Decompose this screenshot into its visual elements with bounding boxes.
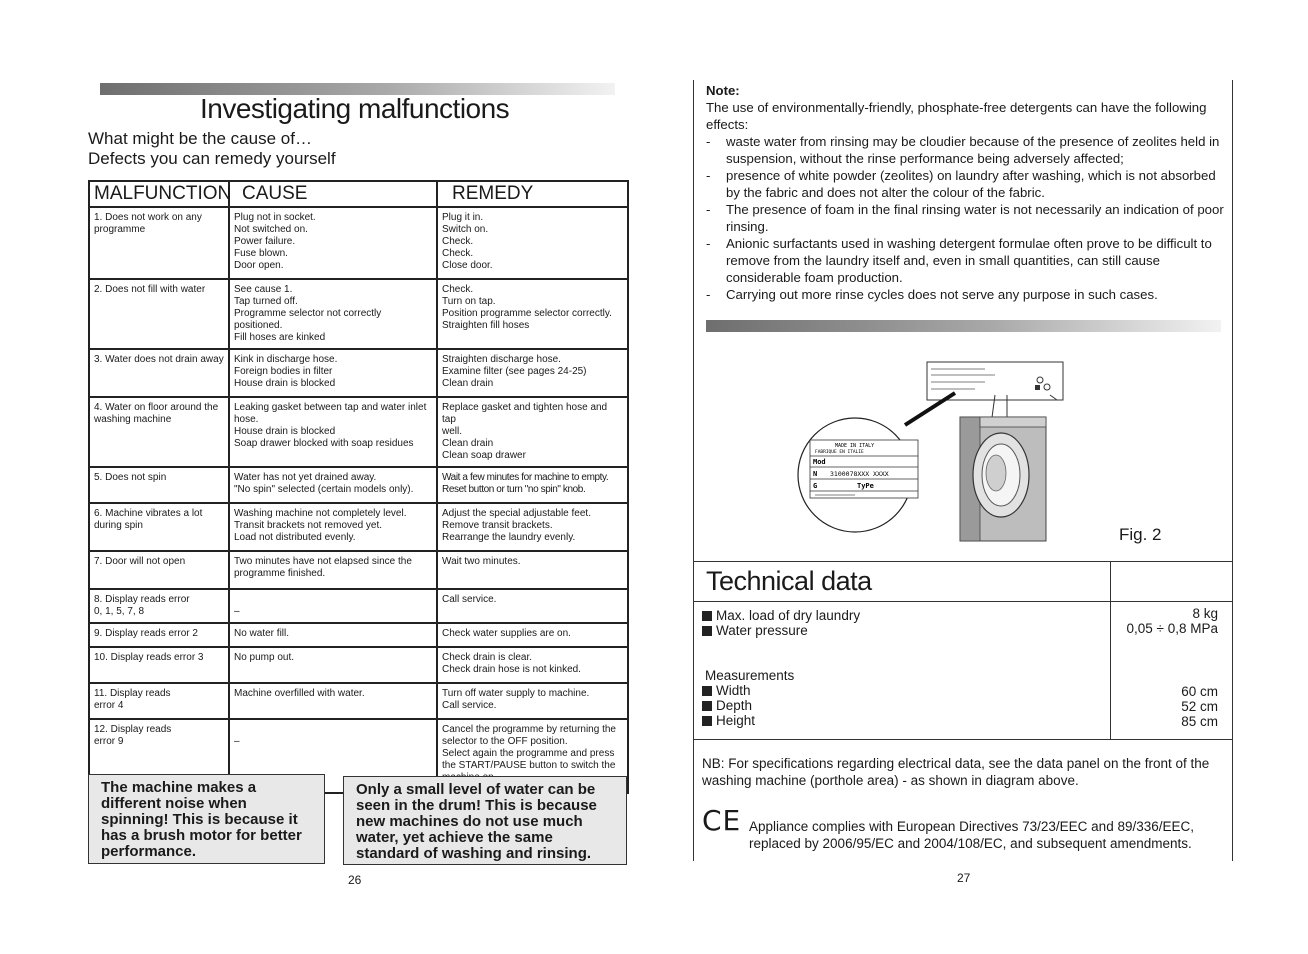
tech-header-rule [693,601,1233,602]
subtitle-cause: What might be the cause of… [88,129,312,148]
bullet-square-icon [702,701,712,711]
malfunction-cell: 10. Display reads error 3 [89,647,229,683]
ce-mark-icon: CE [702,804,742,837]
tech-top-rule [693,561,1233,562]
remedy-cell: Wait two minutes. [437,551,628,589]
cause-cell: – [229,589,437,623]
table-row [89,589,628,623]
detergent-note [706,82,1226,303]
plate-serial: 3100078XXX XXXX [830,470,889,478]
note-item: - The presence of foam in the final rinsing water is not necessarily an indication of poor rinsing. [706,201,1226,235]
malfunction-cell: 5. Does not spin [89,467,229,503]
note-item: - Anionic surfactants used in washing detergent formulae often prove to be difficult to remove from the laundry itself and, even in small quantities, can still cause considerable foam production. [706,235,1226,286]
cause-cell: See cause 1. Tap turned off. Programme selector not correctly positioned. Fill hoses are kinked [229,279,437,349]
cause-cell: Water has not yet drained away. "No spin" selected (certain models only). [229,467,437,503]
tech-bottom-rule [693,739,1233,740]
malfunction-cell: 4. Water on floor around the washing machine [89,397,229,467]
remedy-cell: Plug it in. Switch on. Check. Check. Close door. [437,207,628,279]
tech-column-divider [1110,561,1111,739]
spec-labels-1 [702,608,860,638]
table-row [89,551,628,589]
header-remedy: REMEDY [437,181,628,207]
water-level-note-box: Only a small level of water can be seen in the drum! This is because new machines do not use much water, yet achieve the same standard of washing and rinsing. [343,776,627,865]
spec-row [702,683,755,698]
malfunction-cell: 2. Does not fill with water [89,279,229,349]
bullet-square-icon [702,611,712,621]
subtitle-defects: Defects you can remedy yourself [88,149,336,168]
malfunction-cell: 12. Display reads error 9 [89,719,229,793]
bullet-square-icon [702,626,712,636]
spec-label: Height [716,713,756,728]
malfunction-cell: 9. Display reads error 2 [89,623,229,647]
header-malfunction: MALFUNCTION [89,181,229,207]
noise-note-box: The machine makes a different noise when spinning! This is because it has a brush motor for better performance. [88,774,325,864]
figure-label: Fig. 2 [1119,525,1162,544]
spec-label: Depth [716,698,753,713]
spec-row [702,623,860,638]
remedy-cell: Cancel the programme by returning the selector to the OFF position. Select again the programme and press the START/PAUSE button to switch the [437,719,628,793]
data-panel-figure [795,355,1065,545]
spec-row [702,698,755,713]
electrical-note: NB: For specifications regarding electrical data, see the data panel on the front of the washing machine (porthole area) - as shown in diagram above. [702,756,1210,788]
cause-cell: Leaking gasket between tap and water inlet hose. House drain is blocked Soap drawer blocked with soap residues [229,397,437,467]
remedy-cell: Turn off water supply to machine. Call service. [437,683,628,719]
figure-rule [706,320,1221,332]
cause-cell: Kink in discharge hose. Foreign bodies in filter House drain is blocked [229,349,437,397]
bullet-square-icon [702,716,712,726]
spec-label: Water pressure [716,623,808,638]
spec-row [702,608,860,623]
remedy-cell: Check water supplies are on. [437,623,628,647]
plate-fabrique: FABRIQUE EN ITALIE [815,450,864,455]
table-row [89,349,628,397]
plate-type: TyPe [857,482,874,490]
page-title: Investigating malfunctions [200,93,510,124]
page-number-left: 26 [348,873,362,887]
note-item: - waste water from rinsing may be cloudier because of the presence of zeolites held in suspension, without the rinse performance being adversely affected; [706,133,1226,167]
spec-value: 52 cm [1181,699,1218,714]
malfunction-table [88,180,629,794]
magnified-data-plate [798,418,918,532]
remedy-cell: Adjust the special adjustable feet. Remove transit brackets. Rearrange the laundry evenly. [437,503,628,551]
note-intro: The use of environmentally-friendly, phosphate-free detergents can have the following effects: [706,100,1207,132]
remedy-cell: Check drain is clear. Check drain hose is not kinked. [437,647,628,683]
note-item: - presence of white powder (zeolites) on laundry after washing, which is not absorbed by the fabric and does not alter the colour of the fabric. [706,167,1226,201]
cause-cell: Plug not in socket. Not switched on. Power failure. Fuse blown. Door open. [229,207,437,279]
table-row [89,279,628,349]
table-row [89,207,628,279]
spec-label: Max. load of dry laundry [716,608,861,623]
note-title: Note: [706,83,740,98]
bullet-square-icon [702,686,712,696]
table-row [89,467,628,503]
note-item: - Carrying out more rinse cycles does not serve any purpose in such cases. [706,286,1226,303]
remedy-cell: Replace gasket and tighten hose and tap well. Clean drain Clean soap drawer [437,397,628,467]
plate-mod: Mod [813,458,826,466]
spec-value: 8 kg [1192,606,1218,621]
table-row [89,503,628,551]
table-row [89,397,628,467]
cause-cell: – [229,719,437,793]
cause-cell: No water fill. [229,623,437,647]
right-page-border-left [693,80,694,861]
spec-value: 85 cm [1181,714,1218,729]
ce-compliance-text: Appliance complies with European Directives 73/23/EEC and 89/336/EEC, replaced by 2006/95/EC and 2004/108/EC, and subsequent amendments. [749,819,1194,851]
cause-cell: Two minutes have not elapsed since the programme finished. [229,551,437,589]
malfunction-cell: 11. Display reads error 4 [89,683,229,719]
malfunction-cell: 7. Door will not open [89,551,229,589]
table-row [89,623,628,647]
washing-machine-drawing [960,417,1046,541]
header-cause: CAUSE [229,181,437,207]
cause-cell: Washing machine not completely level. Transit brackets not removed yet. Load not distributed evenly. [229,503,437,551]
malfunction-cell: 3. Water does not drain away [89,349,229,397]
malfunction-cell: 1. Does not work on any programme [89,207,229,279]
tech-title: Technical data [706,566,872,596]
malfunction-cell: 8. Display reads error 0, 1, 5, 7, 8 [89,589,229,623]
page-number-right: 27 [957,871,971,885]
remedy-cell: Wait a few minutes for machine to empty. Reset button or turn "no spin" knob. [437,467,628,503]
remedy-cell: Straighten discharge hose. Examine filter (see pages 24-25) Clean drain [437,349,628,397]
spec-value: 60 cm [1181,684,1218,699]
spec-values-1 [1112,606,1218,636]
note-list [706,133,1226,303]
plate-made-in: MADE IN ITALY [835,443,875,449]
plate-n: N [813,470,818,478]
spec-label: Width [716,683,751,698]
table-row [89,647,628,683]
malfunction-cell: 6. Machine vibrates a lot during spin [89,503,229,551]
table-row [89,683,628,719]
cause-cell: Machine overfilled with water. [229,683,437,719]
remedy-cell: Call service. [437,589,628,623]
top-data-plate [927,362,1063,400]
cause-cell: No pump out. [229,647,437,683]
spec-row [702,713,755,728]
spec-value: 0,05 ÷ 0,8 MPa [1126,621,1218,636]
remedy-cell: Check. Turn on tap. Position programme selector correctly. Straighten fill hoses [437,279,628,349]
right-page-border-right [1232,80,1233,861]
measurements-label: Measurements [705,668,795,683]
plate-g: G [813,482,818,490]
spec-values-2 [1112,684,1218,729]
spec-labels-2 [702,683,755,728]
